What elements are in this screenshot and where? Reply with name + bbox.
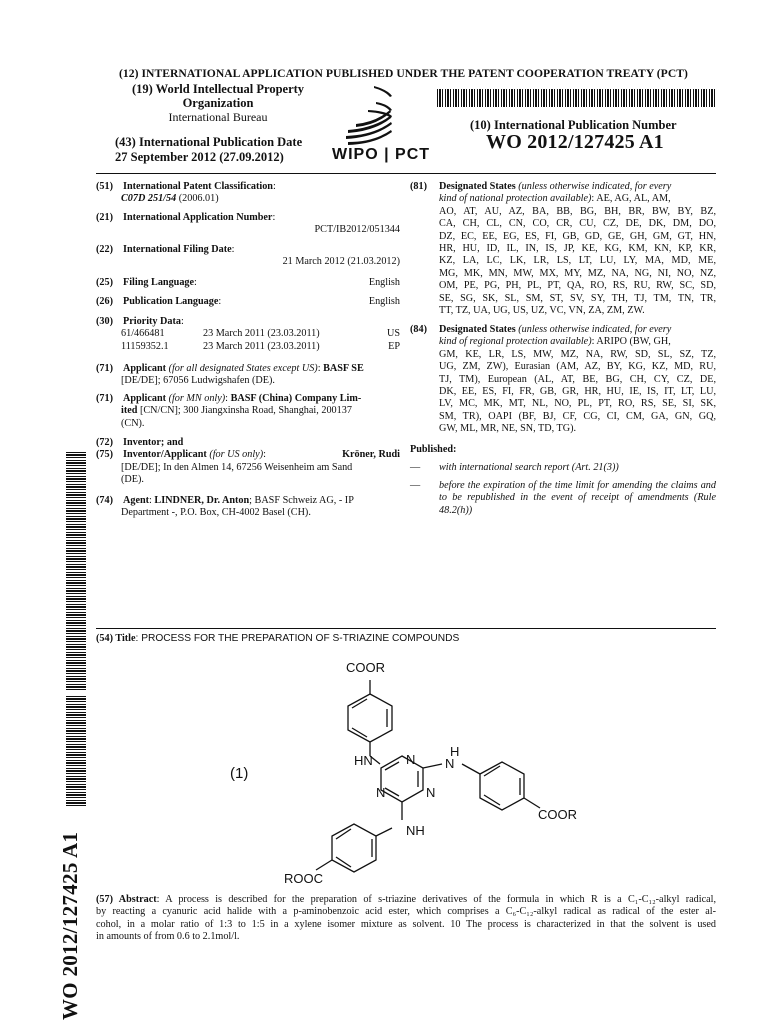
- wipo-pct-wordmark: WIPO | PCT: [331, 146, 431, 163]
- applicant-address: [DE/DE]; 67056 Ludwigshafen (DE).: [121, 375, 275, 387]
- title-line: [96, 633, 459, 644]
- field-84-designated-states-regional: (84) Designated States (unless otherwise indicated, for every kind of regional protection available): ARIPO (BW, GH, GM, KE, LR, LS, MW, MZ, NA, RW, SD, SL, SZ, TZ, UG, ZM, ZW), Eurasian (AM, AZ, BY, KG, KZ, MD, RU, TJ, TM), European (AL, AT, BE, BG, CH, CY, CZ, DE, DK, EE, ES, FI, FR, GB, GR, HR, HU, IE, IS, IT, LT, LU, LV, MC, MK, MT, NL, NO, PL, PT, RO, RS, SE, SI, SK, SM, TR), OAPI (BF, BJ, CF, CG, CI, CM, GA, GN, GQ, GW, ML, MR, NE, SN, TD, TG).: [410, 324, 716, 435]
- published-item-text: with international search report (Art. 21(3)): [439, 462, 619, 474]
- priority-number: 11159352.1: [121, 340, 169, 352]
- pct-header-line: (12) INTERNATIONAL APPLICATION PUBLISHED UNDER THE PATENT COOPERATION TREATY (PCT): [119, 67, 688, 80]
- title-divider: [96, 628, 716, 629]
- formula-label: (1): [230, 765, 249, 782]
- agent-address: ; BASF Schweiz AG, - IP: [249, 495, 354, 506]
- state-list-line: CA, CH, CL, CN, CO, CR, CU, CZ, DE, DK, DM, DO,: [439, 218, 716, 230]
- publication-date-value: 27 September 2012 (27.09.2012): [115, 150, 284, 164]
- triazine-structure-drawing: [180, 652, 620, 892]
- abstract: [96, 894, 716, 944]
- priority-date: 23 March 2011 (23.03.2011): [203, 340, 320, 352]
- published-dash: —: [410, 462, 421, 474]
- field-81-designated-states-national: (81) Designated States (unless otherwise indicated, for every kind of national protection available): AE, AG, AL, AM, AO, AT, AU, AZ, BA, BB, BG, BH, BR, BW, BY, BZ, CA, CH, CL, CN, CO, CR, CU, CZ, DE, DK, DM, DO, DZ, EC, EE, EG, ES, FI, GB, GD, GE, GH, GM, GT, HN, HR, HU, ID, IL, IN, IS, JP, KE, KG, KM, KN, KP, KR, KZ, LA, LC, LK, LR, LS, LT, LU, LY, MA, MD, ME, MG, MK, MN, MW, MX, MY, MZ, NA, NG, NI, NO, NZ, OM, PE, PG, PH, PL, PT, QA, RO, RS, RU, RW, SC, SD, SE, SG, SK, SL, SM, ST, SV, SY, TH, TJ, TM, TN, TR, TT, TZ, UA, UG, US, UZ, VC, VN, ZA, ZM, ZW.: [410, 181, 716, 317]
- state-list-line: SE, SG, SK, SL, SM, ST, SV, SY, TH, TJ, TM, TN, TR,: [439, 292, 716, 304]
- field-25-value: English: [368, 277, 400, 288]
- field-25-filing-language: (25) Filing Language: English: [96, 277, 400, 288]
- wipo-logo: [326, 84, 436, 164]
- field-72-75-inventor: (72) Inventor; and (75) Inventor/Applicant (for US only): Kröner, Rudi [DE/DE]; In den Almen 14, 67256 Weisenheim am Sand (DE).: [96, 437, 400, 486]
- state-list-line: UG, ZM, ZW), Eurasian (AM, AZ, BY, KG, KZ, MD, RU,: [439, 361, 716, 373]
- field-22-label: International Filing Date: [123, 244, 232, 255]
- amine-bottom: NH: [406, 823, 425, 838]
- inventor-name: Kröner, Rudi: [342, 449, 400, 461]
- triazine-n-right: N: [426, 785, 436, 800]
- priority-country: EP: [388, 340, 400, 352]
- field-26-publication-language: (26) Publication Language: English: [96, 296, 400, 307]
- state-list-line: DZ, EC, EE, EG, ES, FI, GB, GD, GE, GH, GM, GT, HN,: [439, 230, 716, 242]
- field-84-label: Designated States: [439, 324, 516, 335]
- amine-right-n: N: [445, 756, 455, 771]
- agent-label: Agent: [123, 495, 150, 506]
- triazine-n-left: N: [376, 785, 386, 800]
- title-text: : PROCESS FOR THE PREPARATION OF S-TRIAZINE COMPOUNDS: [135, 633, 460, 644]
- field-21-label: International Application Number: [123, 212, 273, 223]
- ester-group-bottom: ROOC: [284, 871, 323, 886]
- amine-left: HN: [354, 753, 373, 768]
- inventor-address-continued: (DE).: [121, 474, 144, 486]
- chemical-structure: [180, 652, 620, 892]
- state-list-line: TT, TZ, UA, UG, US, UZ, VC, VN, ZA, ZM, ZW.: [439, 305, 645, 317]
- state-list-line: GW, ML, MR, NE, SN, TD, TG).: [439, 423, 577, 435]
- field-75-qualifier: (for US only): [209, 449, 264, 461]
- field-84-qualifier: (unless otherwise indicated, for every: [518, 324, 672, 335]
- field-21-value: PCT/IB2012/051344: [314, 224, 400, 236]
- field-30-priority-data: (30) Priority Data: 61/466481 23 March 2011 (23.03.2011) US 11159352.1 23 March 2011 (23.03.2011) EP: [96, 316, 400, 352]
- state-list-line: KZ, LA, LC, LK, LR, LS, LT, LU, LY, MA, MD, ME,: [439, 255, 716, 267]
- field-81-qualifier-continued: kind of national protection available): [439, 193, 592, 205]
- header-divider: [96, 173, 716, 174]
- abstract-line-2: by reacting a cyanuric acid halide with a p-aminobenzoic acid ester, which comprises a C₆-C₁₂-alkyl radical as radical of the ester al-: [96, 906, 716, 918]
- publication-number-value: WO 2012/127425 A1: [486, 131, 664, 153]
- abstract-line-1: : A process is described for the preparation of s-triazine derivatives of the formula in which R is a C₁-C₁₂-alkyl radical,: [156, 894, 716, 905]
- field-81-qualifier: (unless otherwise indicated, for every: [518, 181, 672, 192]
- applicant-address: [CN/CN]; 300 Jiangxinsha Road, Shanghai, 200137: [139, 405, 352, 417]
- state-list-line: AO, AT, AU, AZ, BA, BB, BG, BH, BR, BW, BY, BZ,: [439, 205, 716, 217]
- priority-row: [121, 328, 400, 340]
- abstract-line-4: in amounts of from 0.6 to 2.1mol/l.: [96, 931, 240, 943]
- ester-group-right: COOR: [538, 807, 577, 822]
- state-list-line: MG, MK, MN, MW, MX, MY, MZ, NA, NG, NI, NO, NZ,: [439, 267, 716, 279]
- state-list-line: SM, TR), OAPI (BF, BJ, CF, CG, CI, CM, GA, GN, GQ,: [439, 410, 716, 422]
- field-72-label: Inventor; and: [123, 437, 184, 448]
- state-list-line: TJ, TM), European (AL, AT, BE, BG, CH, CY, CZ, DE,: [439, 373, 716, 385]
- applicant-prefix: Applicant: [123, 393, 167, 404]
- publication-barcode: [437, 89, 715, 107]
- organization-name: [118, 82, 318, 110]
- field-74-agent: (74) Agent: LINDNER, Dr. Anton; BASF Schweiz AG, - IP Department -, P.O. Box, CH-4002 Basel (CH).: [96, 495, 400, 520]
- field-26-value: English: [368, 296, 400, 307]
- organization-line-2: Organization: [182, 96, 254, 110]
- abstract-line-3: cohol, in a molar ratio of 1:3 to 1:5 in a xylene isomer mixture as solvent. 10 The process is characterized in that the solvent is used: [96, 918, 716, 930]
- published-item: [410, 480, 716, 517]
- abstract-label: (57) Abstract: [96, 894, 157, 905]
- field-84-state-list: [439, 349, 716, 436]
- field-21-application-number: (21) International Application Number: PCT/IB2012/051344: [96, 212, 400, 236]
- field-81-state-list: [439, 206, 716, 318]
- field-51-classification: (51) International Patent Classification: C07D 251/54 (2006.01): [96, 181, 276, 205]
- agent-name: LINDNER, Dr. Anton: [154, 495, 250, 506]
- applicant-name: BASF SE: [323, 363, 364, 374]
- publication-date-label: (43) International Publication Date: [115, 135, 303, 149]
- published-label: Published:: [410, 444, 457, 455]
- side-barcode-lower: [66, 696, 86, 806]
- priority-number: 61/466481: [121, 328, 165, 340]
- field-75-label: Inventor/Applicant: [123, 449, 207, 461]
- side-barcode-upper: [66, 452, 86, 690]
- field-22-value: 21 March 2012 (21.03.2012): [282, 256, 400, 268]
- field-81-first-states: : AE, AG, AL, AM,: [591, 193, 671, 205]
- triazine-n-top: N: [406, 752, 416, 767]
- applicant-name-continued: ited: [121, 405, 138, 417]
- state-list-line: HR, HU, ID, IL, IN, IS, JP, KE, KG, KM, KN, KP, KR,: [439, 243, 716, 255]
- organization-line-1: (19) World Intellectual Property: [131, 82, 305, 96]
- applicant-name: BASF (China) Company Lim-: [230, 393, 362, 404]
- field-26-label: Publication Language: [123, 296, 219, 307]
- field-25-label: Filing Language: [123, 277, 195, 288]
- field-51-class: C07D 251/54: [121, 193, 177, 205]
- applicant-qualifier: (for MN only): [168, 393, 226, 404]
- field-71-applicant-basf-se: (71) Applicant (for all designated States except US): BASF SE [DE/DE]; 67056 Ludwigshafen (DE).: [96, 363, 400, 388]
- field-30-label: Priority Data: [123, 316, 181, 327]
- ester-group-top: COOR: [346, 660, 385, 675]
- published-section: [410, 444, 716, 517]
- state-list-line: GM, KE, LR, LS, MW, MZ, NA, RW, SD, SL, SZ, TZ,: [439, 348, 716, 360]
- applicant-address-continued: (CN).: [121, 417, 145, 429]
- published-dash: —: [410, 479, 421, 491]
- priority-country: US: [386, 328, 400, 340]
- international-bureau: International Bureau: [168, 110, 268, 124]
- state-list-line: DK, EE, ES, FI, FR, GB, GR, HR, HU, IE, IS, IT, LT, LU,: [439, 386, 716, 398]
- inventor-address: [DE/DE]; In den Almen 14, 67256 Weisenheim am Sand: [121, 461, 353, 473]
- field-84-qualifier-continued: kind of regional protection available): [439, 336, 592, 348]
- field-51-label: International Patent Classification: [123, 181, 273, 192]
- applicant-qualifier: (for all designated States except US): [168, 363, 318, 374]
- title-label: (54) Title: [96, 633, 136, 644]
- priority-row: [121, 341, 400, 353]
- field-22-filing-date: (22) International Filing Date: 21 March 2012 (21.03.2012): [96, 244, 400, 268]
- field-51-year: (2006.01): [178, 193, 219, 205]
- applicant-prefix: Applicant: [123, 363, 167, 374]
- published-item: [410, 462, 716, 474]
- side-document-id: WO 2012/127425 A1: [58, 831, 82, 1020]
- amine-right-h: H: [450, 744, 460, 759]
- field-81-label: Designated States: [439, 181, 516, 192]
- publication-number-label: (10) International Publication Number: [470, 118, 677, 132]
- published-item-text: before the expiration of the time limit for amending the claims and to be republished in the event of receipt of amendments (Rule 48.2(h)): [439, 479, 716, 516]
- field-71-applicant-basf-china: (71) Applicant (for MN only): BASF (China) Company Lim- ited [CN/CN]; 300 Jiangxinsha Road, Shanghai, 200137 (CN).: [96, 393, 400, 430]
- field-84-first-states: : ARIPO (BW, GH,: [591, 336, 671, 348]
- state-list-line: LV, MC, MK, MT, NL, NO, PL, PT, RO, RS, SE, SI, SK,: [439, 398, 716, 410]
- state-list-line: OM, PE, PG, PH, PL, PT, QA, RO, RS, RU, RW, SC, SD,: [439, 280, 716, 292]
- agent-address-continued: Department -, P.O. Box, CH-4002 Basel (CH).: [121, 507, 311, 519]
- priority-date: 23 March 2011 (23.03.2011): [203, 328, 320, 340]
